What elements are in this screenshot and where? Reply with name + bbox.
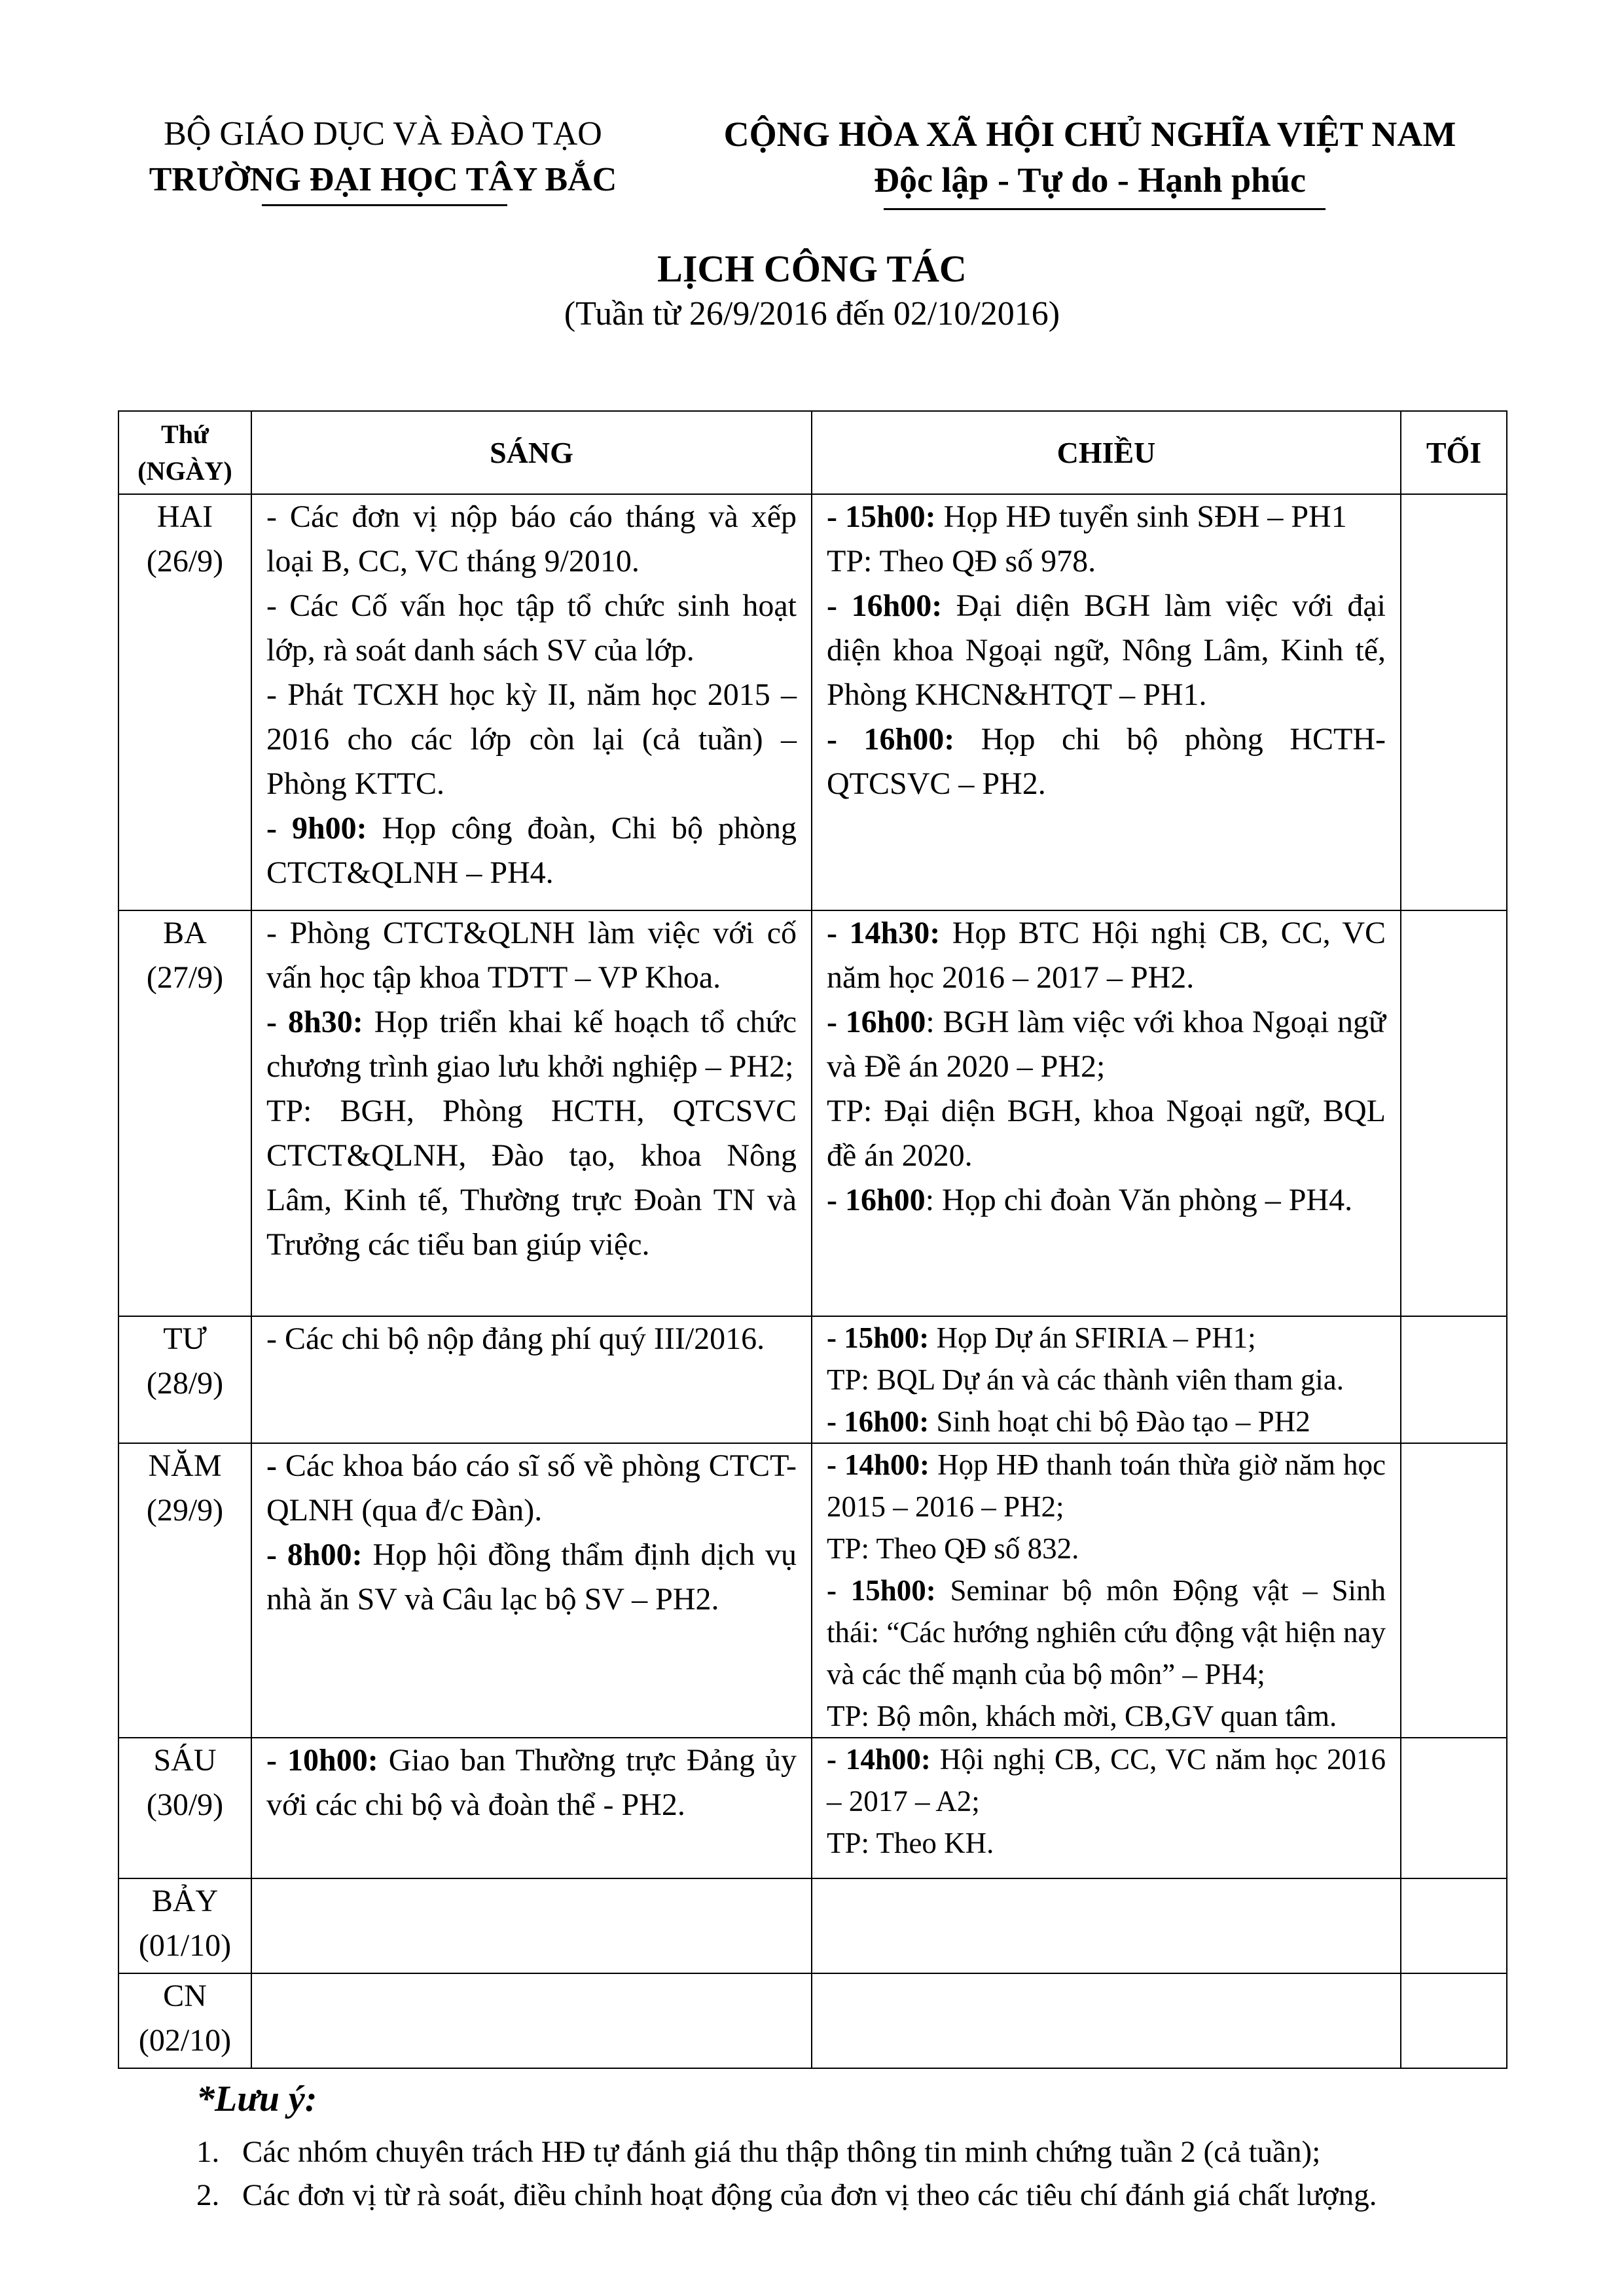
header-right <box>687 111 1492 203</box>
entry-time: - 16h00: <box>827 1405 929 1438</box>
entry-text: TP: Theo QĐ số 978. <box>827 544 1096 579</box>
day-name: SÁU <box>153 1743 217 1778</box>
entry-text: Hội nghị CB, CC, VC năm học 2016 – 2017 – A2; <box>827 1743 1386 1818</box>
note-number: 2. <box>196 2178 220 2212</box>
entry-time: - 8h30: <box>266 1005 363 1039</box>
schedule-entry <box>266 1000 797 1089</box>
schedule-entry <box>827 1317 1386 1359</box>
entry-text: - Phát TCXH học kỳ II, năm học 2015 – 2016 cho các lớp còn lại (cả tuần) – Phòng KTTC. <box>266 677 797 801</box>
table-row <box>118 494 1507 910</box>
afternoon-column-header: CHIỀU <box>812 411 1401 494</box>
entry-text: Sinh hoạt chi bộ Đào tạo – PH2 <box>929 1405 1310 1438</box>
entry-text: Họp HĐ thanh toán thừa giờ năm học 2015 – 2016 – PH2; <box>827 1448 1386 1523</box>
schedule-entry <box>266 1089 797 1267</box>
day-name: BẢY <box>151 1884 219 1918</box>
document-subtitle: (Tuần từ 26/9/2016 đến 02/10/2016) <box>564 295 1060 332</box>
entry-text: Họp BTC Hội nghị CB, CC, VC năm học 2016 – 2017 – PH2. <box>827 916 1386 995</box>
schedule-entry <box>266 584 797 673</box>
morning-column-header: SÁNG <box>251 411 812 494</box>
entry-text: TP: Đại diện BGH, khoa Ngoại ngữ, BQL đề án 2020. <box>827 1094 1386 1173</box>
entry-text: - Các Cố vấn học tập tổ chức sinh hoạt lớp, rà soát danh sách SV của lớp. <box>266 588 797 668</box>
afternoon-cell <box>812 1443 1401 1738</box>
schedule-entry <box>266 806 797 895</box>
schedule-entry <box>827 1695 1386 1737</box>
entry-text: Họp Dự án SFIRIA – PH1; <box>929 1321 1256 1354</box>
evening-cell <box>1401 1738 1507 1878</box>
header-right-underline <box>884 208 1326 210</box>
note-item <box>196 2174 1506 2217</box>
entry-time: - 16h00: <box>827 722 955 757</box>
morning-cell <box>251 1738 812 1878</box>
table-row <box>118 910 1507 1316</box>
day-name: HAI <box>156 499 213 534</box>
day-name: NĂM <box>148 1448 222 1483</box>
day-column-header <box>118 411 251 494</box>
schedule-entry <box>827 1822 1386 1864</box>
evening-column-header: TỐI <box>1401 411 1507 494</box>
day-header-line2: (NGÀY) <box>137 456 232 486</box>
entry-text: Giao ban Thường trực Đảng ủy với các chi bộ và đoàn thể - PH2. <box>266 1743 797 1822</box>
schedule-entry <box>827 539 1386 584</box>
schedule-entry <box>827 1359 1386 1401</box>
national-motto: Độc lập - Tự do - Hạnh phúc <box>873 160 1307 200</box>
schedule-entry <box>827 1000 1386 1089</box>
note-text: Các đơn vị từ rà soát, điều chỉnh hoạt động của đơn vị theo các tiêu chí đánh giá chất lượng. <box>242 2178 1377 2212</box>
entry-time: - 10h00: <box>266 1743 378 1778</box>
document-title: LỊCH CÔNG TÁC <box>657 247 967 290</box>
schedule-entry <box>266 495 797 584</box>
day-name: TƯ <box>163 1321 207 1356</box>
entry-time: - 14h30: <box>827 916 941 950</box>
entry-time: - 14h00: <box>827 1743 931 1776</box>
entry-text: Các khoa báo cáo sĩ số về phòng CTCT-QLNH (qua đ/c Đàn). <box>266 1448 797 1528</box>
country-name: CỘNG HÒA XÃ HỘI CHỦ NGHĨA VIỆT NAM <box>723 115 1456 154</box>
note-text: Các nhóm chuyên trách HĐ tự đánh giá thu thập thông tin minh chứng tuần 2 (cả tuần); <box>242 2135 1321 2169</box>
evening-cell <box>1401 910 1507 1316</box>
schedule-entry <box>827 584 1386 717</box>
afternoon-cell <box>812 910 1401 1316</box>
afternoon-cell <box>812 1316 1401 1443</box>
day-date: (27/9) <box>146 960 224 995</box>
entry-text: - Phòng CTCT&QLNH làm việc với cố vấn học tập khoa TDTT – VP Khoa. <box>266 916 797 995</box>
day-cell <box>118 1443 251 1738</box>
entry-text: TP: BGH, Phòng HCTH, QTCSVC CTCT&QLNH, Đào tạo, khoa Nông Lâm, Kinh tế, Thường trực Đoàn TN và Trưởng các tiểu ban giúp việc. <box>266 1094 797 1262</box>
morning-cell <box>251 910 812 1316</box>
day-cell <box>118 494 251 910</box>
entry-text: TP: BQL Dự án và các thành viên tham gia. <box>827 1363 1344 1396</box>
entry-text: Seminar bộ môn Động vật – Sinh thái: “Các hướng nghiên cứu động vật hiện nay và các thế mạnh của bộ môn” – PH4; <box>827 1574 1386 1691</box>
note-number: 1. <box>196 2135 220 2169</box>
note-item <box>196 2130 1506 2174</box>
morning-cell <box>251 1973 812 2068</box>
entry-time: - 14h00: <box>827 1448 930 1481</box>
day-cell <box>118 1738 251 1878</box>
entry-time: - 9h00: <box>266 811 367 846</box>
table-row <box>118 1443 1507 1738</box>
entry-time: - 16h00 <box>827 1005 926 1039</box>
day-cell <box>118 910 251 1316</box>
entry-text: Họp công đoàn, Chi bộ phòng CTCT&QLNH – PH4. <box>266 811 797 890</box>
entry-text: Họp chi bộ phòng HCTH-QTCSVC – PH2. <box>827 722 1386 801</box>
schedule-entry <box>266 1317 797 1361</box>
day-date: (30/9) <box>146 1787 224 1822</box>
entry-text: - Các chi bộ nộp đảng phí quý III/2016. <box>266 1321 765 1356</box>
entry-time: - 8h00: <box>266 1537 363 1572</box>
schedule-entry <box>266 1738 797 1827</box>
schedule-entry <box>827 1401 1386 1443</box>
morning-cell <box>251 494 812 910</box>
schedule-entry <box>827 1570 1386 1695</box>
entry-text: TP: Bộ môn, khách mời, CB,GV quan tâm. <box>827 1700 1337 1732</box>
entry-time: - 16h00 <box>827 1183 926 1217</box>
table-row <box>118 1973 1507 2068</box>
entry-text: : BGH làm việc với khoa Ngoại ngữ và Đề án 2020 – PH2; <box>827 1005 1386 1084</box>
day-date: (01/10) <box>138 1928 232 1963</box>
header-left <box>131 111 635 203</box>
day-cell <box>118 1973 251 2068</box>
table-row <box>118 1738 1507 1878</box>
evening-cell <box>1401 1316 1507 1443</box>
schedule-entry <box>827 1089 1386 1178</box>
schedule-entry <box>266 1444 797 1533</box>
schedule-entry <box>827 717 1386 806</box>
header-left-underline <box>262 204 507 206</box>
day-name: BA <box>163 916 207 950</box>
entry-time: - 15h00: <box>827 1321 929 1354</box>
day-cell <box>118 1878 251 1973</box>
schedule-entry <box>827 1738 1386 1822</box>
evening-cell <box>1401 1878 1507 1973</box>
day-name: CN <box>163 1979 207 2013</box>
entry-time: - 15h00: <box>827 499 936 534</box>
evening-cell <box>1401 494 1507 910</box>
schedule-entry <box>827 495 1386 539</box>
entry-time: - 15h00: <box>827 1574 936 1607</box>
schedule-entry <box>827 1178 1386 1223</box>
day-header-line1: Thứ <box>161 419 209 449</box>
notes-list <box>196 2130 1506 2217</box>
table-header-row <box>118 411 1507 494</box>
table-row <box>118 1316 1507 1443</box>
ministry-name: BỘ GIÁO DỤC VÀ ĐÀO TẠO <box>164 115 602 152</box>
schedule-entry <box>827 1444 1386 1528</box>
table-row <box>118 1878 1507 1973</box>
school-name: TRƯỜNG ĐẠI HỌC TÂY BẮC <box>149 161 617 198</box>
entry-text: Họp triển khai kế hoạch tổ chức chương trình giao lưu khởi nghiệp – PH2; <box>266 1005 797 1084</box>
afternoon-cell <box>812 1973 1401 2068</box>
schedule-entry <box>827 911 1386 1000</box>
morning-cell <box>251 1316 812 1443</box>
schedule-entry <box>827 1528 1386 1570</box>
afternoon-cell <box>812 1878 1401 1973</box>
morning-cell <box>251 1878 812 1973</box>
schedule-entry <box>266 673 797 806</box>
notes-title: *Lưu ý: <box>196 2079 317 2119</box>
afternoon-cell <box>812 494 1401 910</box>
schedule-entry <box>266 1533 797 1622</box>
day-date: (26/9) <box>146 544 224 579</box>
entry-time: - 16h00: <box>827 588 943 623</box>
morning-cell <box>251 1443 812 1738</box>
schedule-entry <box>266 911 797 1000</box>
entry-text: : Họp chi đoàn Văn phòng – PH4. <box>925 1183 1353 1217</box>
entry-text: Họp hội đồng thẩm định dịch vụ nhà ăn SV và Câu lạc bộ SV – PH2. <box>266 1537 797 1617</box>
afternoon-cell <box>812 1738 1401 1878</box>
day-date: (28/9) <box>146 1366 224 1401</box>
entry-text: Họp HĐ tuyển sinh SĐH – PH1 <box>935 499 1347 534</box>
entry-text: TP: Theo KH. <box>827 1827 994 1859</box>
day-cell <box>118 1316 251 1443</box>
entry-time: - <box>266 1448 285 1483</box>
evening-cell <box>1401 1973 1507 2068</box>
entry-text: TP: Theo QĐ số 832. <box>827 1532 1079 1565</box>
entry-text: Đại diện BGH làm việc với đại diện khoa Ngoại ngữ, Nông Lâm, Kinh tế, Phòng KHCN&HTQT – PH1. <box>827 588 1386 712</box>
day-date: (02/10) <box>138 2023 232 2058</box>
day-date: (29/9) <box>146 1493 224 1528</box>
entry-text: - Các đơn vị nộp báo cáo tháng và xếp loại B, CC, VC tháng 9/2010. <box>266 499 797 579</box>
schedule-table <box>118 410 1507 2069</box>
evening-cell <box>1401 1443 1507 1738</box>
